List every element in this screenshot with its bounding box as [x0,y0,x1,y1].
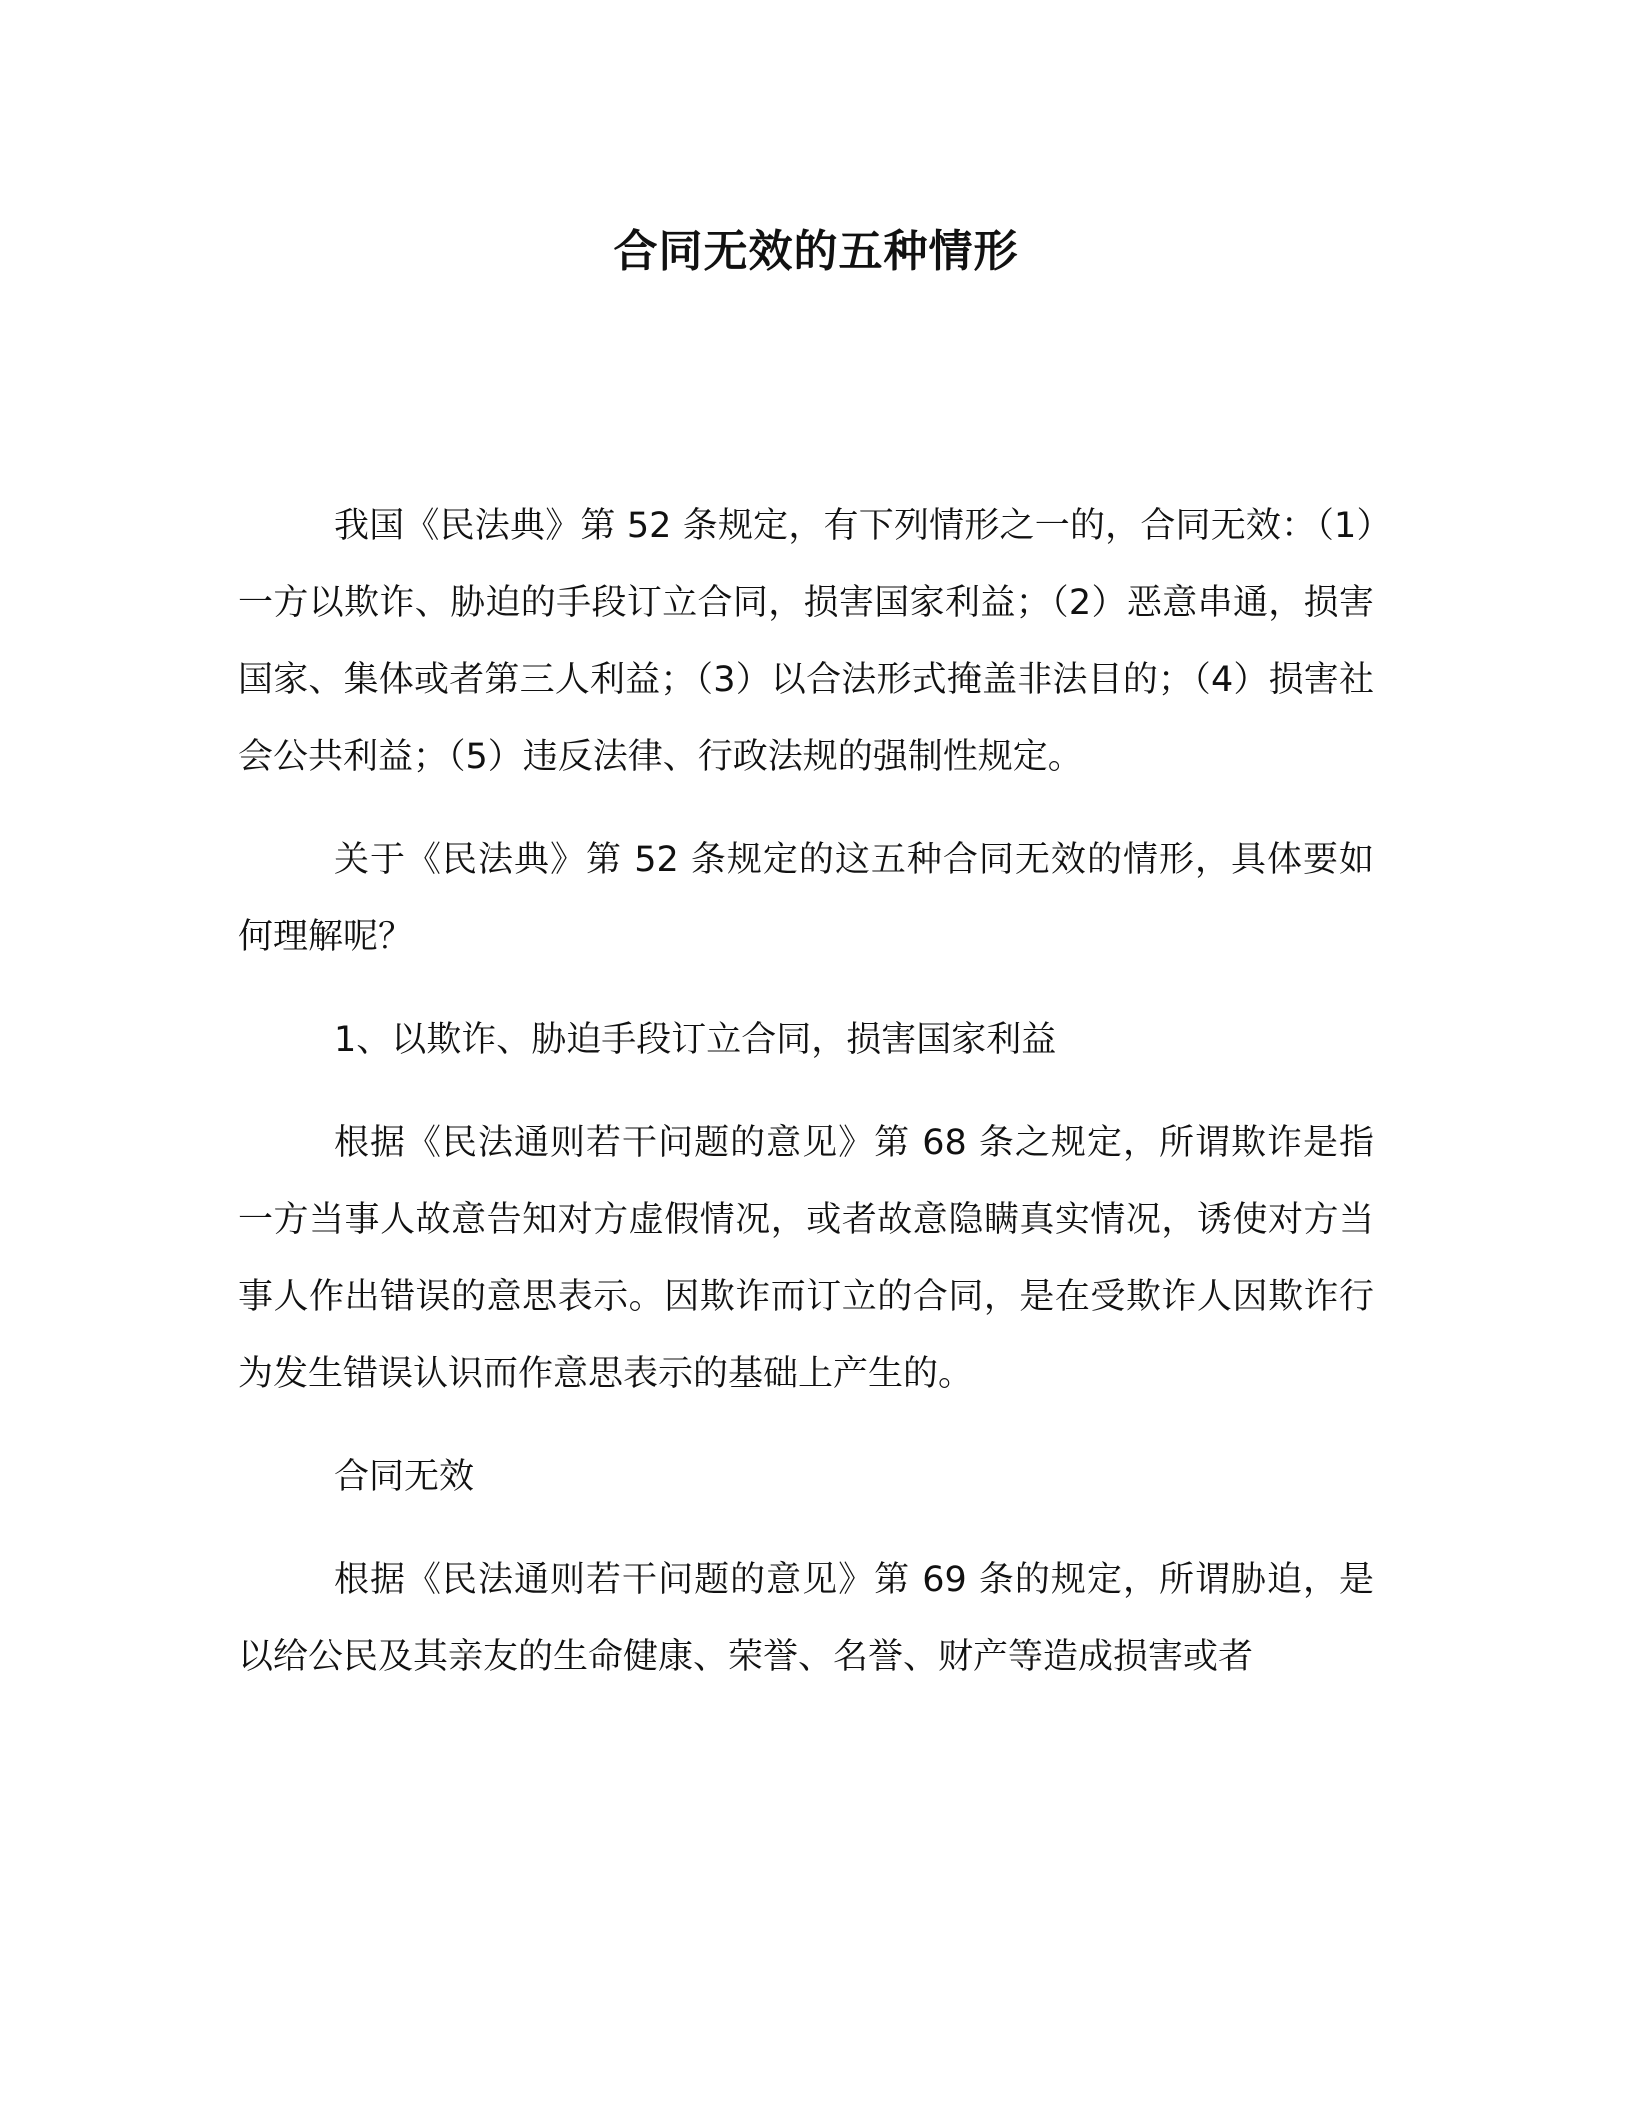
paragraph-article-52: 我国《民法典》第 52 条规定，有下列情形之一的，合同无效：（1）一方以欺诈、胁迫的手段订立合同，损害国家利益；（2）恶意串通，损害国家、集体或者第三人利益；（3）以合法形式掩盖非法目的；（4）损害社会公共利益；（5）违反法律、行政法规的强制性规定。 [238,506,1374,777]
section-heading-fraud-coercion: 1、以欺诈、胁迫手段订立合同，损害国家利益 [334,1020,1057,1060]
paragraph-coercion-definition: 根据《民法通则若干问题的意见》第 69 条的规定，所谓胁迫，是以给公民及其亲友的生命健康、荣誉、名誉、财产等造成损害或者 [238,1560,1374,1677]
document-body [238,488,1374,1722]
paragraph-question: 关于《民法典》第 52 条规定的这五种合同无效的情形，具体要如何理解呢？ [238,840,1374,957]
paragraph-fraud-definition: 根据《民法通则若干问题的意见》第 68 条之规定，所谓欺诈是指一方当事人故意告知对方虚假情况，或者故意隐瞒真实情况，诱使对方当事人作出错误的意思表示。因欺诈而订立的合同，是在受欺诈人因欺诈行为发生错误认识而作意思表示的基础上产生的。 [238,1123,1374,1394]
document-title: 合同无效的五种情形 [613,226,1019,277]
subheading-contract-invalid: 合同无效 [334,1457,475,1497]
